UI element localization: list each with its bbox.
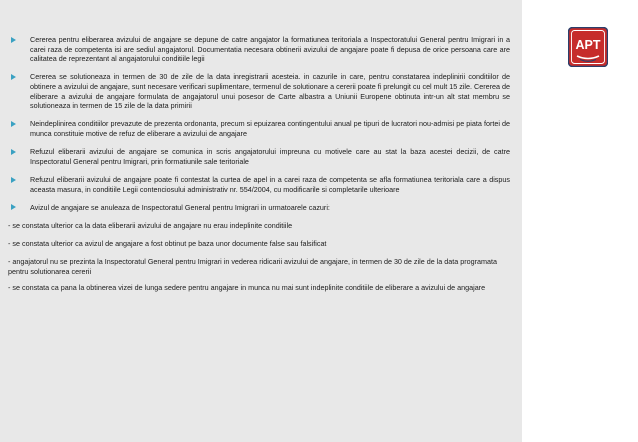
bullet-text: Refuzul eliberarii avizului de angajare poate fi contestat la curtea de apel in a carei raza de competenta se afla formatiunea teritoriala care a dispus aceasta masura, in conditiile Legii contenciosului administrativ nr. 554/2004, cu modificarile si completarile ulterioare <box>30 174 510 194</box>
bullet-item <box>8 203 510 213</box>
arrow-bullet-icon <box>11 204 16 210</box>
condition-item: - se constata ca pana la obtinerea vizei de lunga sedere pentru angajare in munca nu mai sunt indeplinite conditiile de eliberare a avizului de angajare <box>8 283 486 293</box>
bullet-text: Cererea pentru eliberarea avizului de angajare se depune de catre angajator la formatiunea teritoriala a Inspectoratului General pentru Imigrari in a carei raza de competenta isi are sediul angajatorul. Documentatia necesara obtinerii avizului de angajare poate fi depusa de orice persoana care are calitatea de reprezentant al angajatorului conditiile legii <box>30 35 510 64</box>
arrow-bullet-icon <box>11 121 16 127</box>
bullet-text: Cererea se solutioneaza in termen de 30 de zile de la data inregistrarii acesteia. in cazurile in care, pentru constatarea indeplinirii conditiilor de obtinere a avizului de angajare, sunt necesare verificari suplimentare, termenul de solutionare a cererii poate fi prelungit cu cel mult 15 zile. Cererea de eliberare a avizului de angajare formulata de angajatorul unui posesor de Carte albastra a Uniunii Europene obtinuta intr-un alt stat membru se solutioneaza in termen de 15 zile de la data primirii <box>30 72 510 111</box>
condition-item: - se constata ulterior ca avizul de angajare a fost obtinut pe baza unor documente false sau falsificat <box>8 239 327 249</box>
condition-item: - angajatorul nu se prezinta la Inspectoratul General pentru Imigrari in vederea ridicarii avizului de angajare, in termen de 30 de zile de la data programata pentru solutionarea cererii <box>8 257 498 276</box>
arrow-bullet-icon <box>11 177 16 183</box>
bullet-text: Neindeplinirea conditiilor prevazute de prezenta ordonanta, precum si epuizarea contingentului anual pe tipuri de lucratori nou-admisi pe piata fortei de munca constituie motive de refuz de eliberare a avizului de angajare <box>30 119 510 138</box>
arrow-bullet-icon <box>11 149 16 155</box>
arrow-bullet-icon <box>11 74 16 80</box>
condition-item: - se constata ulterior ca la data eliberarii avizului de angajare nu erau indeplinite conditiile <box>8 220 293 230</box>
bullet-item <box>8 147 510 166</box>
bullet-item <box>8 175 510 194</box>
text-content <box>8 35 510 302</box>
bullet-text: Avizul de angajare se anuleaza de Inspectoratul General pentru Imigrari in urmatoarele cazuri: <box>30 202 330 212</box>
svg-text:APT: APT <box>575 38 601 52</box>
bullet-item <box>8 72 510 110</box>
apt-logo-icon <box>568 27 608 67</box>
arrow-bullet-icon <box>11 37 16 43</box>
bullet-item <box>8 119 510 138</box>
bullet-item <box>8 35 510 64</box>
bullet-text: Refuzul eliberarii avizului de angajare se comunica in scris angajatorului impreuna cu motivele care au stat la baza acestei decizii, de catre Inspectoratul General pentru Imigrari, prin formatiunile sale teritoriale <box>30 147 510 166</box>
